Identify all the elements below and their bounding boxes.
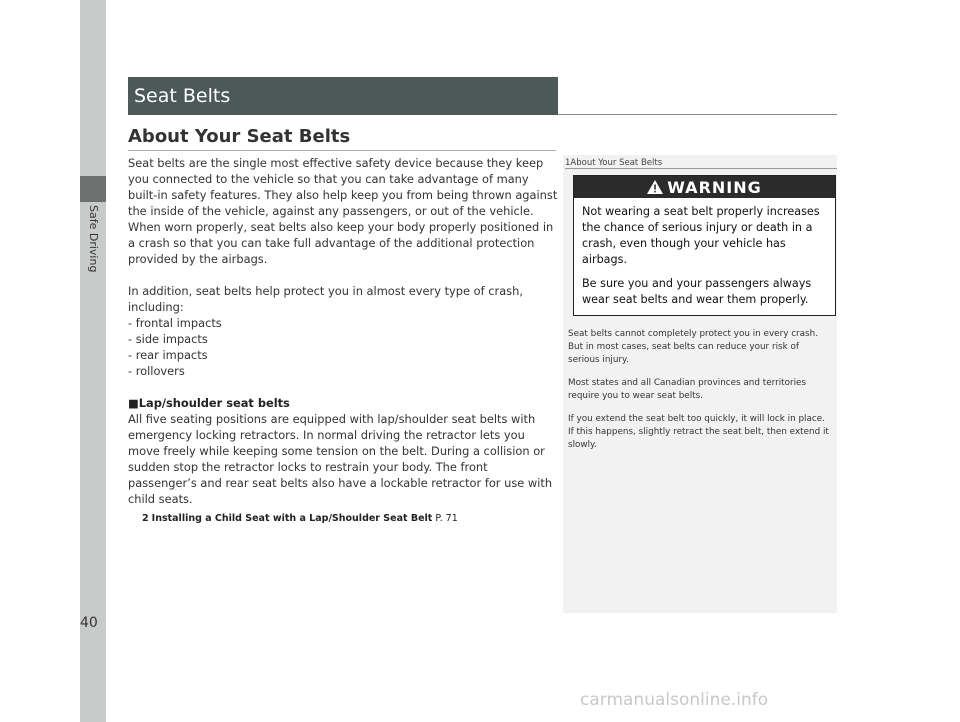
list-item: - rollovers — [128, 364, 185, 378]
crash-type-list — [128, 315, 558, 379]
title-rule — [128, 150, 556, 151]
warning-label: WARNING — [667, 177, 762, 197]
warning-triangle-icon — [647, 180, 663, 194]
warning-text-1: Not wearing a seat belt properly increases the chance of serious injury or death in a crash, even though your vehicle has airbags. — [582, 205, 820, 266]
sidebar-heading: 1About Your Seat Belts — [565, 158, 663, 168]
sidebar-notes — [568, 328, 830, 462]
list-item: - rear impacts — [128, 348, 208, 362]
warning-box — [573, 175, 836, 316]
sub-heading: ■Lap/shoulder seat belts — [128, 396, 290, 410]
intro-paragraph: Seat belts are the single most effective safety device because they keep you connected to the vehicle so that you can take advantage of many built-in safety features. They also help keep you from being thrown against the inside of the vehicle, against any passengers, or out of the vehicle. When worn properly, seat belts also keep your body properly positioned in a crash so that you can take full advantage of the additional protection provided by the airbags. — [128, 156, 558, 266]
watermark: carmanualsonline.info — [580, 690, 769, 710]
crash-intro: In addition, seat belts help protect you in almost every type of crash, including: — [128, 284, 523, 314]
chapter-tab-marker — [80, 176, 106, 202]
header-rule — [558, 114, 837, 115]
xref-page: P. 71 — [435, 513, 458, 524]
list-item: - side impacts — [128, 332, 208, 346]
lap-belt-paragraph: All five seating positions are equipped with lap/shoulder seat belts with emergency locking retractors. In normal driving the retractor lets you move freely while keeping some tension on the belt. During a collision or sudden stop the retractor locks to restrain your body. The front passenger’s and rear seat belts also have a lockable retractor for use with child seats. — [128, 412, 553, 506]
main-content — [128, 155, 558, 527]
chapter-label: Safe Driving — [87, 205, 100, 273]
warning-banner — [574, 176, 835, 198]
xref-title: Installing a Child Seat with a Lap/Shoulder Seat Belt — [151, 513, 433, 524]
page-number: 40 — [80, 615, 98, 631]
side-strip — [80, 0, 106, 722]
list-item: - frontal impacts — [128, 316, 222, 330]
warning-text — [574, 198, 835, 308]
page-title: About Your Seat Belts — [128, 126, 351, 147]
cross-reference-link[interactable] — [128, 511, 558, 527]
sidebar-note: If you extend the seat belt too quickly, it will lock in place. If this happens, slightly retract the seat belt, then extend it slowly. — [568, 414, 829, 450]
section-header: Seat Belts — [128, 77, 558, 115]
xref-marker: 2 — [142, 513, 149, 524]
sidebar-note: Seat belts cannot completely protect you in every crash. But in most cases, seat belts can reduce your risk of serious injury. — [568, 329, 818, 365]
sidebar-note: Most states and all Canadian provinces and territories require you to wear seat belts. — [568, 378, 807, 401]
warning-text-2: Be sure you and your passengers always wear seat belts and wear them properly. — [582, 277, 812, 306]
sidebar-rule — [565, 168, 837, 169]
